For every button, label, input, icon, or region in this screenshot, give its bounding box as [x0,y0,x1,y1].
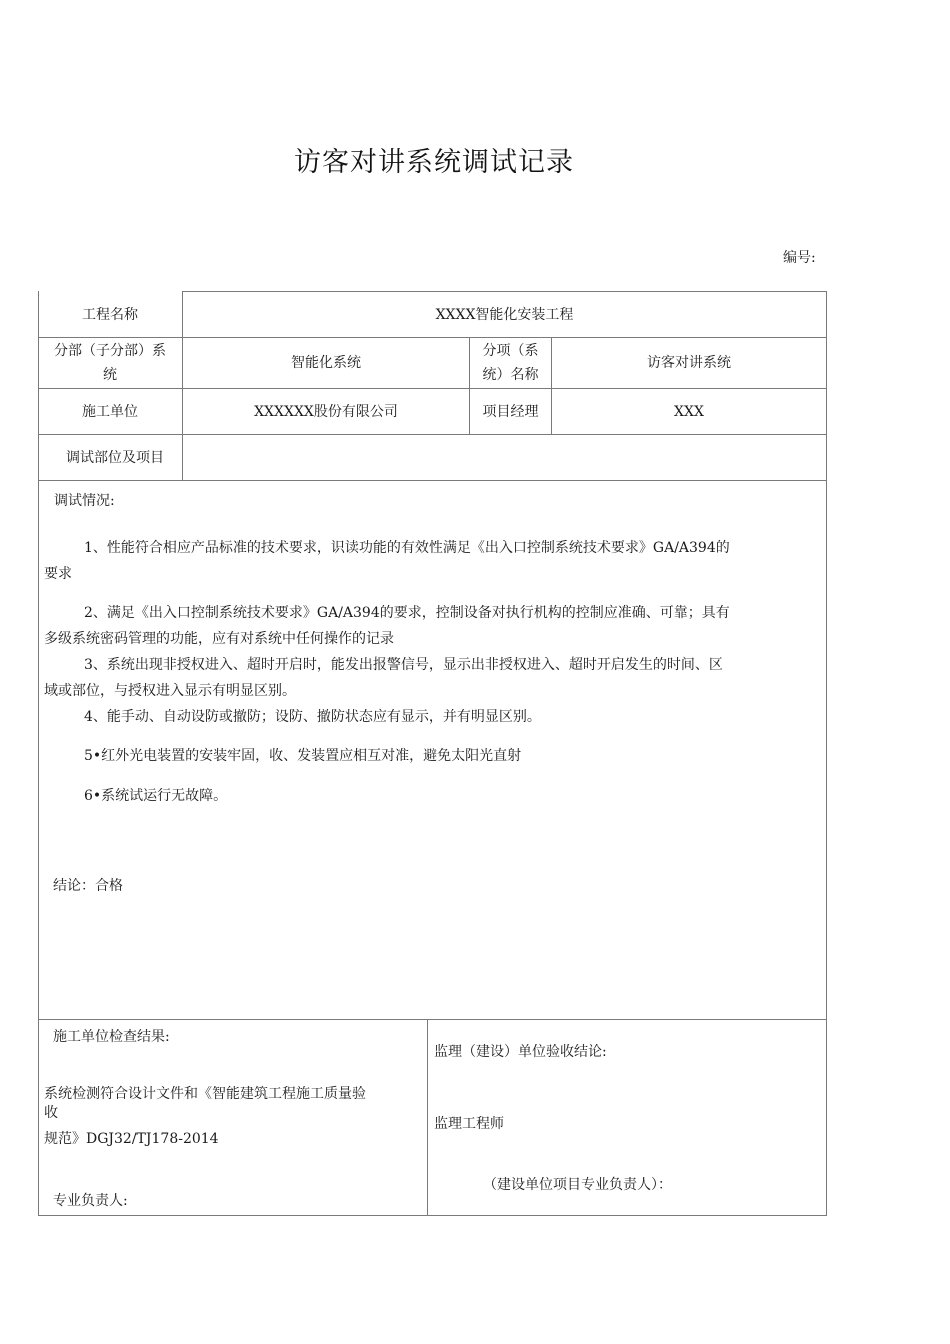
row-divider [38,480,827,481]
project-manager-label: 项目经理 [482,403,539,420]
project-name-label: 工程名称 [82,306,138,323]
debug-item-1-line2: 要求 [44,566,72,582]
contractor-check-text-line1: 系统检测符合设计文件和《智能建筑工程施工质量验 [44,1086,366,1102]
project-manager-value: XXX [674,403,704,420]
document-number-label: 编号: [783,250,816,266]
column-divider [427,1019,428,1216]
item-name-label [470,338,551,388]
owner-signer-label: （建设单位项目专业负责人）： [483,1177,672,1193]
contractor-check-text-line3: 规范》DGJ32/TJ178-2014 [44,1131,219,1147]
page-title: 访客对讲系统调试记录 [294,147,574,178]
debug-item-3-line2: 域或部位，与授权进入显示有明显区别。 [44,683,296,699]
debug-item-3-line1: 3、系统出现非授权进入、超时开启时，能发出报警信号，显示出非授权进入、超时开启发生的时间、区 [84,657,723,673]
debug-item-2-line2: 多级系统密码管理的功能，应有对系统中任何操作的记录 [44,631,394,647]
table-border-bottom [38,1215,827,1216]
contractor-value: XXXXXX股份有限公司 [254,403,398,420]
sub-division-label [38,338,182,388]
debug-location-value [183,435,826,480]
debug-item-4: 4、能手动、自动设防或撤防；设防、撤防状态应有显示，并有明显区别。 [84,709,541,725]
item-name-label-line2: 统）名称 [482,367,539,383]
supervisor-engineer-label: 监理工程师 [434,1116,504,1132]
debug-heading: 调试情况: [54,493,115,509]
contractor-label: 施工单位 [82,403,138,420]
contractor-check-heading: 施工单位检查结果: [53,1029,170,1045]
contractor-check-text-line2: 收 [44,1105,58,1121]
item-name-label-line1: 分项（系 [482,343,539,359]
project-name-value: XXXX智能化安装工程 [435,306,574,323]
row-divider [38,1019,827,1020]
table-border-right [826,291,827,1216]
sub-division-value: 智能化系统 [291,355,361,371]
debug-item-6: 6•系统试运行无故障。 [84,788,228,804]
debug-item-5: 5•红外光电装置的安装牢固，收、发装置应相互对准，避免太阳光直射 [84,748,522,764]
conclusion: 结论：合格 [53,878,123,894]
debug-item-2-line1: 2、满足《出入口控制系统技术要求》GA/A394的要求，控制设备对执行机构的控制应准确、可靠；具有 [84,605,730,621]
sub-division-label-line2: 统 [103,367,117,383]
debug-location-label: 调试部位及项目 [66,449,164,466]
sub-division-label-line1: 分部（子分部）系 [54,343,166,359]
item-name-value: 访客对讲系统 [647,355,731,371]
debug-item-1-line1: 1、性能符合相应产品标准的技术要求，识读功能的有效性满足《出入口控制系统技术要求》GA/A394的 [84,540,730,556]
supervisor-heading: 监理（建设）单位验收结论: [434,1044,607,1060]
contractor-signer-label: 专业负责人: [53,1193,128,1209]
